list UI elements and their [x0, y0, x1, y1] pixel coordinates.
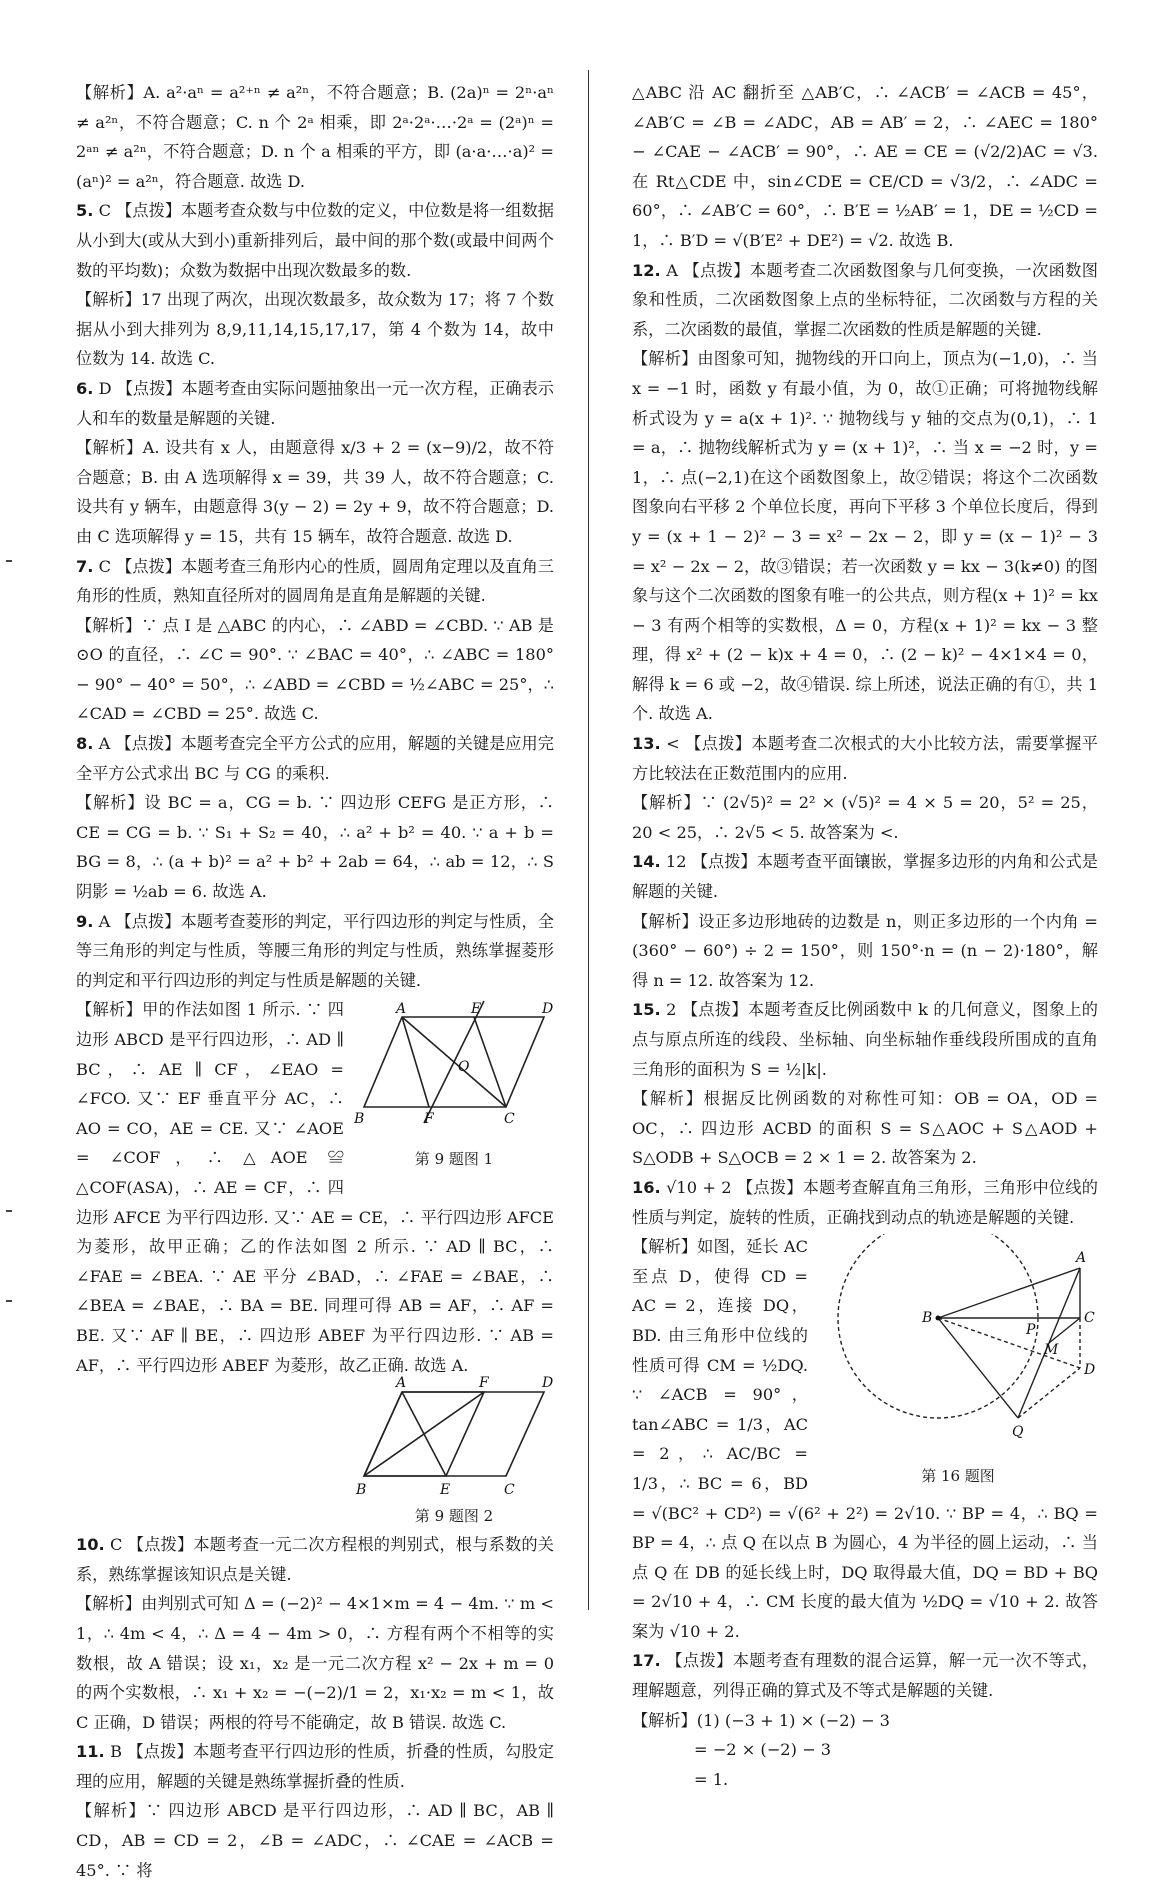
q5-hint	[76, 196, 554, 285]
label-d: D	[1084, 1362, 1096, 1379]
q12-number: 12.	[632, 260, 661, 280]
q6-hint	[76, 374, 554, 433]
label-c: C	[504, 1111, 515, 1128]
q10-solution: 【解析】由判别式可知 Δ = (−2)² − 4×1×m = 4 − 4m. ∵ m < 1，∴ 4m < 4，∴ Δ = 4 − 4m > 0，∴ 方程有两个不相等的实数根，故 A 错误；设 x₁，x₂ 是一元二次方程 x² − 2x + m = 0 的两个实数根，∴ x₁ + x₂ = −(−2)/1 = 2，x₁·x₂ = m < 1，故 C 正确，D 错误；两根的符号不能确定，故 B 错误. 故选 C.	[76, 1594, 554, 1732]
left-column	[76, 78, 554, 1885]
q11-number: 11.	[76, 1742, 105, 1762]
figure-9-2-drawing	[354, 1374, 554, 1504]
figure-9-2	[354, 1374, 554, 1526]
q11-solution: 【解析】∵ 四边形 ABCD 是平行四边形，∴ AD ∥ BC，AB ∥ CD，AB = CD = 2，∠B = ∠ADC，∴ ∠CAE = ∠ACB = 45°. ∵ 将	[76, 1801, 554, 1880]
q5-hint-text: C 【点拨】本题考查众数与中位数的定义，中位数是将一组数据从小到大(或从大到小)重新排列后，最中间的那个数(或最中间两个数的平均数)；众数为数据中出现次数最多的数.	[76, 201, 554, 280]
q6-hint-text: D 【点拨】本题考查由实际问题抽象出一元一次方程，正确表示人和车的数量是解题的关键.	[76, 378, 554, 428]
q17-step-2: = 1.	[694, 1769, 729, 1789]
label-e: E	[471, 1001, 482, 1018]
q13-hint	[632, 729, 1098, 788]
q10-number: 10.	[76, 1535, 105, 1555]
label-d: D	[542, 1001, 554, 1018]
figure-9-2-caption: 第 9 题图 2	[414, 1507, 494, 1526]
q9-hint-text: A 【点拨】本题考查菱形的判定，平行四边形的判定与性质，全等三角形的判定与性质，等腰三角形的判定与性质，熟练掌握菱形的判定和平行四边形的判定与性质是解题的关键.	[76, 911, 554, 990]
perpendicular-bisector-ef	[424, 1001, 484, 1123]
column-divider	[588, 70, 589, 1610]
q7-solution: 【解析】∵ 点 I 是 △ABC 的内心，∴ ∠ABD = ∠CBD. ∵ AB 是 ⊙O 的直径，∴ ∠C = 90°. ∵ ∠BAC = 40°，∴ ∠ABC = 180° − 90° − 40° = 50°，∴ ∠ABD = ∠CBD = ½∠ABC = 25°，∴ ∠CAD = ∠CBD = 25°. 故选 C.	[76, 615, 554, 724]
q8-solution: 【解析】设 BC = a，CG = b. ∵ 四边形 CEFG 是正方形，∴ CE = CG = b. ∵ S₁ + S₂ = 40，∴ a² + b² = 40. ∵ a + b = BG = 8，∴ (a + b)² = a² + b² + 2ab = 64，∴ ab = 12，∴ S阴影 = ½ab = 6. 故选 A.	[76, 793, 554, 902]
segment-bd	[938, 1318, 1080, 1368]
q16-hint-text: √10 + 2 【点拨】本题考查解直角三角形，三角形中位线的性质与判定，旋转的性质，正确找到动点的轨迹是解题的关键.	[632, 1177, 1098, 1227]
q12-solution: 【解析】由图象可知，抛物线的开口向上，顶点为(−1,0)，∴ 当 x = −1 时，函数 y 有最小值，为 0，故①正确；可将抛物线解析式设为 y = a(x + 1)². ∵ 抛物线与 y 轴的交点为(0,1)，∴ 1 = a，∴ 抛物线解析式为 y = (x + 1)²，∴ 当 x = −2 时，y = 1，∴ 点(−2,1)在这个函数图象上，故②错误；将这个二次函数图象向右平移 2 个单位长度，再向下平移 3 个单位长度后，得到 y = (x + 1 − 2)² − 3 = x² − 2x − 2，即 y = (x − 1)² − 3 = x² − 2x − 2，故③错误；若一次函数 y = kx − 3(k≠0) 的图象与这个二次函数的图象有唯一的公共点，则方程(x + 1)² = kx − 3 有两个相等的实数根，Δ = 0，方程(x + 1)² = kx − 3 整理，得 x² + (2 − k)x + 4 = 0，∴ (2 − k)² − 4×1×4 = 0，解得 k = 6 或 −2，故④错误. 综上所述，说法正确的有①，共 1 个. 故选 A.	[632, 349, 1098, 724]
label-f: F	[479, 1375, 489, 1392]
q12-hint-text: A 【点拨】本题考查二次函数图象与几何变换，一次函数图象和性质，二次函数图象上点的坐标特征，二次函数与方程的关系，二次函数的最值，掌握二次函数的性质是解题的关键.	[632, 260, 1098, 339]
figure-16-drawing	[818, 1234, 1098, 1464]
label-f: F	[424, 1111, 434, 1128]
q17-step-1: = −2 × (−2) − 3	[694, 1740, 832, 1760]
q8-hint-text: A 【点拨】本题考查完全平方公式的应用，解题的关键是应用完全平方公式求出 BC 与 CG 的乘积.	[76, 734, 554, 783]
label-e: E	[440, 1482, 451, 1499]
segment-ba	[938, 1268, 1080, 1318]
label-m: M	[1044, 1342, 1059, 1359]
segment-bq	[938, 1318, 1018, 1418]
q12-hint	[632, 256, 1098, 345]
q4-solution: 【解析】A. a²·aⁿ = a²⁺ⁿ ≠ a²ⁿ，不符合题意；B. (2a)ⁿ = 2ⁿ·aⁿ ≠ a²ⁿ，不符合题意；C. n 个 2ᵃ 相乘，即 2ᵃ·2ᵃ·…·2ᵃ = (2ᵃ)ⁿ = 2ᵃⁿ ≠ a²ⁿ，不符合题意；D. n 个 a 相乘的平方，即 (a·a·…·a)² = (aⁿ)² = a²ⁿ，符合题意. 故选 D.	[76, 83, 554, 191]
q15-hint	[632, 995, 1098, 1084]
figure-9-1	[354, 997, 554, 1169]
q13-hint-text: < 【点拨】本题考查二次根式的大小比较方法，需要掌握平方比较法在正数范围内的应用.	[632, 734, 1098, 783]
figure-16	[818, 1234, 1098, 1486]
q9-hint	[76, 907, 554, 996]
q10-hint-text: C 【点拨】本题考查一元二次方程根的判别式，根与系数的关系，熟练掌握该知识点是关键.	[76, 1535, 554, 1584]
q17-number: 17.	[632, 1651, 661, 1671]
locus-circle	[838, 1234, 1038, 1418]
q17-hint-text: 【点拨】本题考查有理数的混合运算，解一元一次不等式，理解题意，列得正确的算式及不等式是解题的关键.	[632, 1651, 1099, 1701]
q11-hint	[76, 1737, 554, 1796]
q14-solution: 【解析】设正多边形地砖的边数是 n，则正多边形的一个内角 = (360° − 60°) ÷ 2 = 150°，则 150°·n = (n − 2)·180°，解得 n = 12. 故答案为 12.	[632, 911, 1098, 990]
label-o: O	[458, 1059, 470, 1076]
label-a: A	[396, 1375, 407, 1392]
q16-solution: 【解析】如图，延长 AC 至点 D，使得 CD = AC = 2，连接 DQ，BD. 由三角形中位线的性质可得 CM = ½DQ. ∵ ∠ACB = 90°，tan∠ABC = 1/3，AC = 2，∴ AC/BC = 1/3，∴ BC = 6，BD = √(BC² + CD²) = √(6² + 2²) = 2√10. ∵ BP = 4，∴ BQ = BP = 4，∴ 点 Q 在以点 B 为圆心，4 为半径的圆上运动，∴ 当点 Q 在 DB 的延长线上时，DQ 取得最大值，DQ = BD + BQ = 2√10 + 4，∴ CM 长度的最大值为 ½DQ = √10 + 2. 故答案为 √10 + 2.	[632, 1237, 1098, 1641]
point-b	[936, 1316, 941, 1321]
label-b: B	[356, 1482, 367, 1499]
q13-number: 13.	[632, 734, 661, 754]
segment-qd	[1018, 1368, 1080, 1418]
q17-solution: 【解析】(1) (−3 + 1) × (−2) − 3	[632, 1710, 890, 1730]
parallelogram-abcd-2	[364, 1392, 544, 1476]
figure-9-1-drawing	[354, 997, 554, 1147]
q8-hint	[76, 729, 554, 788]
label-b: B	[922, 1310, 933, 1327]
q14-hint	[632, 847, 1098, 906]
q7-hint	[76, 552, 554, 611]
q11-hint-text: B 【点拨】本题考查平行四边形的性质，折叠的性质，勾股定理的应用，解题的关键是熟练掌握折叠的性质.	[76, 1742, 554, 1791]
q5-number: 5.	[76, 201, 94, 221]
q8-number: 8.	[76, 734, 94, 754]
q9-solution: 【解析】甲的作法如图 1 所示. ∵ 四边形 ABCD 是平行四边形，∴ AD ∥ BC，∴ AE ∥ CF，∠EAO = ∠FCO. 又∵ EF 垂直平分 AC，∴ AO = CO，AE = CE. 又∵ ∠AOE = ∠COF，∴ △AOE ≌ △COF(ASA)，∴ AE = CF，∴ 四边形 AFCE 为平行四边形. 又∵ AE = CE，∴ 平行四边形 AFCE 为菱形，故甲正确；乙的作法如图 2 所示. ∵ AD ∥ BC，∴ ∠FAE = ∠BEA. ∵ AE 平分 ∠BAD，∴ ∠FAE = ∠BAE，∴ ∠BEA = ∠BAE，∴ BA = BE. 同理可得 AB = AF，∴ AF = BE. 又∵ AF ∥ BE，∴ 四边形 ABEF 为平行四边形. ∵ AB = AF，∴ 平行四边形 ABEF 为菱形，故乙正确. 故选 A.	[76, 1000, 554, 1375]
right-column	[632, 78, 1098, 1794]
label-a: A	[1076, 1250, 1087, 1267]
figure-16-caption: 第 16 题图	[921, 1467, 995, 1486]
binding-mark	[6, 1300, 12, 1302]
segment-af	[402, 1017, 429, 1107]
label-a: A	[396, 1001, 407, 1018]
label-c: C	[504, 1482, 515, 1499]
q14-number: 14.	[632, 852, 661, 872]
binding-mark	[6, 1210, 12, 1212]
q7-number: 7.	[76, 556, 94, 576]
q7-hint-text: C 【点拨】本题考查三角形内心的性质，圆周角定理以及直角三角形的性质，熟知直径所对的圆周角是直角是解题的关键.	[76, 556, 554, 606]
label-c: C	[1084, 1310, 1095, 1327]
q5-solution: 【解析】17 出现了两次，出现次数最多，故众数为 17；将 7 个数据从小到大排列为 8,9,11,14,15,17,17，第 4 个数为 14，故中位数为 14. 故选 C.	[76, 290, 554, 369]
label-p: P	[1026, 1322, 1036, 1339]
label-b: B	[354, 1111, 365, 1128]
q16-hint	[632, 1173, 1098, 1232]
q9-number: 9.	[76, 911, 94, 931]
q11-solution-cont: △ABC 沿 AC 翻折至 △AB′C，∴ ∠ACB′ = ∠ACB = 45°，∠AB′C = ∠B = ∠ADC，AB = AB′ = 2，∴ ∠AEC = 180° − ∠CAE − ∠ACB′ = 90°，∴ AE = CE = (√2/2)AC = √3. 在 Rt△CDE 中，sin∠CDE = CE/CD = √3/2，∴ ∠ADC = 60°，∴ ∠AB′C = 60°，∴ B′E = ½AB′ = 1，DE = ½CD = 1，∴ B′D = √(B′E² + DE²) = √2. 故选 B.	[632, 83, 1098, 250]
segment-bf	[364, 1392, 484, 1476]
label-d: D	[542, 1375, 554, 1392]
q6-number: 6.	[76, 378, 94, 398]
q15-solution: 【解析】根据反比例函数的对称性可知：OB = OA，OD = OC，∴ 四边形 ACBD 的面积 S = S△AOC + S△AOD + S△ODB + S△OCB = 2 × 1 = 2. 故答案为 2.	[632, 1089, 1098, 1168]
q16-number: 16.	[632, 1177, 661, 1197]
q13-solution: 【解析】∵ (2√5)² = 2² × (√5)² = 4 × 5 = 20，5² = 25，20 < 25，∴ 2√5 < 5. 故答案为 <.	[632, 793, 1098, 842]
q17-hint	[632, 1646, 1098, 1705]
q10-hint	[76, 1530, 554, 1589]
binding-mark	[6, 560, 12, 562]
q14-hint-text: 12 【点拨】本题考查平面镶嵌，掌握多边形的内角和公式是解题的关键.	[632, 852, 1098, 902]
q15-hint-text: 2 【点拨】本题考查反比例函数中 k 的几何意义，图象上的点与原点所连的线段、坐标轴、向坐标轴作垂线段所围成的直角三角形的面积为 S = ½|k|.	[632, 1000, 1098, 1079]
label-q: Q	[1012, 1424, 1024, 1441]
q6-solution: 【解析】A. 设共有 x 人，由题意得 x/3 + 2 = (x−9)/2，故不符合题意；B. 由 A 选项解得 x = 39，共 39 人，故不符合题意；C. 设共有 y 辆车，由题意得 3(y − 2) = 2y + 9，故不符合题意；D. 由 C 选项解得 y = 15，共有 15 辆车，故符合题意. 故选 D.	[76, 438, 554, 546]
figure-9-1-caption: 第 9 题图 1	[414, 1150, 494, 1169]
q15-number: 15.	[632, 1000, 661, 1020]
